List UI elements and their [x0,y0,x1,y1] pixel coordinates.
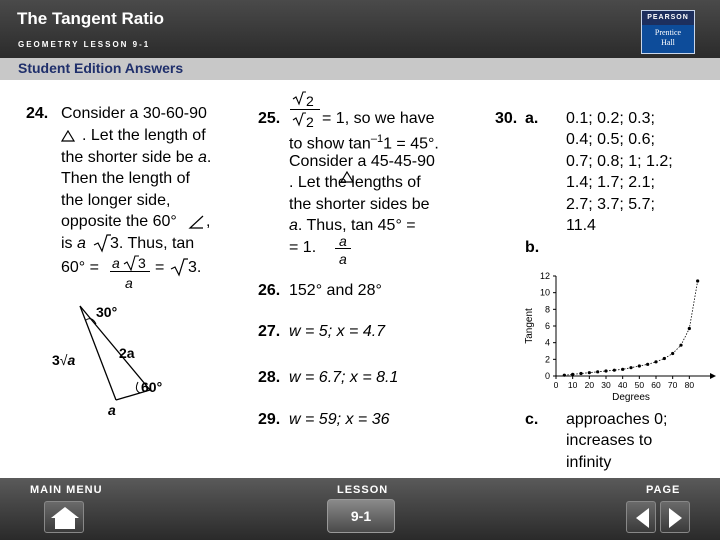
y-tick-label: 4 [544,337,550,348]
triangle-icon [61,130,75,142]
p24-line7-end: 3. Thus, tan [110,235,195,252]
data-point [688,327,691,330]
data-point [571,373,574,376]
lesson-button[interactable]: 9-1 [327,499,395,533]
problem-25-number: 25. [258,110,281,127]
data-point [671,352,674,355]
p24-equals: = [155,259,165,276]
x-tick-label: 50 [634,380,645,390]
data-point [663,357,666,360]
p24-line2: . Let the length of [82,127,206,144]
p30-part-c-label: c. [525,411,539,428]
sqrt-icon [292,111,306,127]
p30a-line6: 11.4 [566,217,596,234]
p30c-line1: approaches 0; [566,411,668,428]
p25-frac-den: 2 [306,114,314,130]
x-tick-label: 30 [601,380,611,390]
data-point [596,370,599,373]
x-axis-arrow [710,373,716,379]
y-tick-label: 12 [539,271,550,281]
p25-line3: Consider a 45-45-90 [289,153,435,170]
x-tick-label: 70 [667,380,678,390]
answers-content [0,80,720,478]
p25-frac-num: 2 [306,93,314,109]
p30c-line3: infinity [566,454,612,471]
p25-line2: to show $\tan^{-1}1 = 45^\circ$. [289,133,439,153]
p24-line6-comma: , [206,213,211,230]
data-point [588,371,591,374]
p24-line3: the shorter side be a. [61,149,212,166]
p26-answer: 152° and 28° [289,282,382,299]
x-tick-label: 40 [617,380,628,390]
lesson-subtitle: GEOMETRY LESSON 9-1 [18,40,151,49]
data-point [621,368,624,371]
fig-angle-30: 30° [96,304,118,320]
header-bar [0,0,720,58]
logo-top-text: PEARSON [642,11,694,25]
p30a-line5: 2.7; 3.7; 5.7; [566,196,655,213]
y-tick-label: 0 [544,371,550,381]
p29-answer: w = 59; x = 36 [289,411,390,428]
data-point [613,369,616,372]
tangent-chart [520,270,718,402]
section-band [0,58,720,80]
p24-line6: opposite the 60° [61,213,177,230]
p30a-line2: 0.4; 0.5; 0.6; [566,131,655,148]
x-tick-label: 80 [684,380,695,390]
data-point [696,279,699,282]
p30c-line2: increases to [566,432,653,449]
x-tick-label: 0 [553,380,559,390]
fraction-bar [290,109,320,110]
p25-line1: = 1, so we have [322,110,435,127]
data-point [604,369,607,372]
p30a-line1: 0.1; 0.2; 0.3; [566,110,655,127]
p24-line8-end: 3. [188,259,202,276]
prev-page-button[interactable] [626,501,656,533]
y-tick-label: 6 [544,321,550,331]
p24-frac-num-radicand: 3 [138,255,146,271]
fig-angle-60: 60° [141,379,163,395]
data-point [638,364,641,367]
page-title: The Tangent Ratio [17,9,165,28]
p30a-line4: 1.4; 1.7; 2.1; [566,174,655,191]
x-tick-label: 10 [567,380,578,390]
sqrt-icon [93,233,111,253]
p24-frac-num-var: a [112,255,120,271]
logo-line1: Prentice [654,28,682,37]
angle-icon [188,215,204,229]
sqrt-icon [123,254,139,272]
p24-line1: Consider a 30-60-90 [61,105,207,122]
fig-hyp-2a: 2a [119,345,135,361]
next-page-button[interactable] [660,501,690,533]
data-point [679,344,682,347]
data-point [654,360,657,363]
y-tick-label: 10 [539,287,550,298]
sqrt-icon [292,90,306,106]
sqrt-icon [170,257,188,277]
problem-24-number: 24. [26,105,49,122]
p30a-line3: 0.7; 0.8; 1; 1.2; [566,153,673,170]
problem-29-number: 29. [258,411,281,428]
p28-answer: w = 6.7; x = 8.1 [289,369,399,386]
arrow-left-icon [627,502,657,534]
p25-frac2-num: a [339,233,347,249]
p25-frac2-den: a [339,251,347,267]
p24-line8: 60° = [61,259,99,276]
series-line [564,281,697,375]
p25-line4: . Let the lengths of [289,174,421,191]
logo-line2: Hall [661,38,675,47]
p25-line6: a. Thus, tan 45° = [289,217,416,234]
p24-line7: is a [61,235,86,252]
publisher-logo [641,10,695,54]
y-tick-label: 2 [544,354,550,365]
p30-part-a-label: a. [525,110,539,127]
problem-28-number: 28. [258,369,281,386]
fig-side-a: a [108,402,116,418]
main-menu-label: MAIN MENU [30,484,103,496]
problem-30-number: 30. [495,110,518,127]
p30-part-b-label: b. [525,239,540,256]
x-tick-label: 20 [584,380,595,390]
section-label: Student Edition Answers [18,60,184,76]
y-axis-label: Tangent [524,308,535,344]
data-point [646,363,649,366]
p25-line7: = 1. [289,239,317,256]
data-point [579,372,582,375]
lesson-label: LESSON [337,484,389,496]
p24-line5: the longer side, [61,192,171,209]
fig-side-3a: 3√a [52,352,76,368]
x-tick-label: 60 [651,380,661,390]
home-button[interactable] [44,501,84,533]
problem-27-number: 27. [258,323,281,340]
page-label: PAGE [646,484,681,496]
p24-line4: Then the length of [61,170,190,187]
home-icon [45,502,85,534]
p25-line5: the shorter sides be [289,196,430,213]
fraction-bar [110,271,150,272]
data-point [629,366,632,369]
problem-26-number: 26. [258,282,281,299]
y-tick-label: 8 [544,304,550,315]
arrow-right-icon [661,502,691,534]
p27-answer: w = 5; x = 4.7 [289,323,386,340]
x-axis-label: Degrees [612,392,650,402]
data-point [563,374,566,377]
p24-frac-den: a [125,275,133,291]
